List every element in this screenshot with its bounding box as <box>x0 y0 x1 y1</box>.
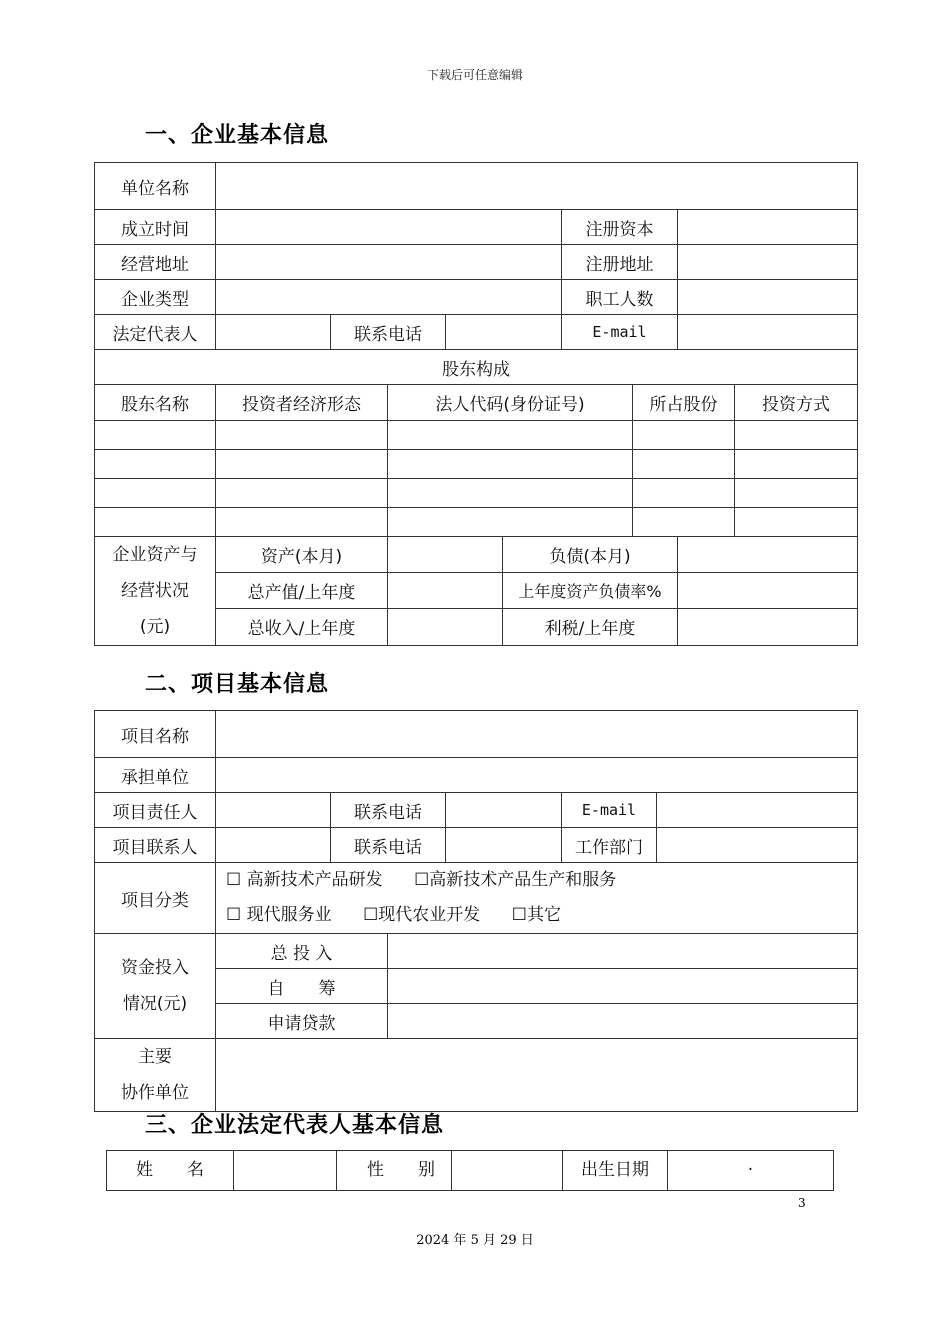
checkbox-hitech-rd[interactable]: ☐ 高新技术产品研发 <box>226 870 383 890</box>
cell[interactable] <box>735 421 858 450</box>
input-phone-2[interactable] <box>446 828 562 863</box>
label-unit-name: 单位名称 <box>95 163 216 210</box>
label-reg-addr: 注册地址 <box>562 245 678 280</box>
label-income-last: 总收入/上年度 <box>216 608 388 645</box>
cell[interactable] <box>388 450 633 479</box>
cell[interactable] <box>216 479 388 508</box>
cell[interactable] <box>216 421 388 450</box>
input-legal-rep[interactable] <box>216 315 331 350</box>
input-established[interactable] <box>216 210 562 245</box>
shareholder-heading: 股东构成 <box>95 350 858 385</box>
cell[interactable] <box>633 479 735 508</box>
input-output-last[interactable] <box>388 572 503 608</box>
cell[interactable] <box>388 479 633 508</box>
input-phone[interactable] <box>446 315 562 350</box>
col-economic-form: 投资者经济形态 <box>216 385 388 421</box>
col-shareholder-name: 股东名称 <box>95 385 216 421</box>
shareholder-row <box>95 508 858 537</box>
checkbox-modern-agriculture[interactable]: ☐现代农业开发 <box>363 905 481 925</box>
label-email-2: E-mail <box>562 793 657 828</box>
input-employees[interactable] <box>678 280 858 315</box>
input-assets-month[interactable] <box>388 537 503 573</box>
input-dept[interactable] <box>657 828 858 863</box>
cell[interactable] <box>735 450 858 479</box>
checkbox-hitech-production[interactable]: ☐高新技术产品生产和服务 <box>414 870 617 890</box>
project-info-table <box>94 710 858 1112</box>
label-employees: 职工人数 <box>562 280 678 315</box>
input-unit-name[interactable] <box>216 163 858 210</box>
input-contact[interactable] <box>216 828 331 863</box>
input-name[interactable] <box>234 1151 337 1191</box>
cell[interactable] <box>633 508 735 537</box>
shareholder-row <box>95 421 858 450</box>
label-funding-line2: 情况(元) <box>122 994 188 1014</box>
cell[interactable] <box>216 450 388 479</box>
label-partners <box>95 1039 216 1112</box>
cell[interactable] <box>633 421 735 450</box>
category-options <box>216 863 858 934</box>
input-email[interactable] <box>678 315 858 350</box>
input-reg-capital[interactable] <box>678 210 858 245</box>
input-loan[interactable] <box>388 1004 858 1039</box>
input-debt-month[interactable] <box>678 537 858 573</box>
input-tax-last[interactable] <box>678 608 858 645</box>
section2-title: 二、项目基本信息 <box>145 672 330 697</box>
input-project-name[interactable] <box>216 711 858 758</box>
label-funding-line1: 资金投入 <box>121 958 189 978</box>
cell[interactable] <box>633 450 735 479</box>
label-undertaker: 承担单位 <box>95 758 216 793</box>
input-total-invest[interactable] <box>388 934 858 969</box>
input-gender[interactable] <box>452 1151 563 1191</box>
label-contact: 项目联系人 <box>95 828 216 863</box>
label-assets-line3: (元) <box>139 617 171 637</box>
cell[interactable] <box>95 421 216 450</box>
enterprise-info-table <box>94 162 858 646</box>
shareholder-row <box>95 479 858 508</box>
label-total-invest: 总 投 入 <box>216 934 388 969</box>
shareholder-row <box>95 450 858 479</box>
footer-date: 2024 年 5 月 29 日 <box>416 1233 534 1248</box>
input-undertaker[interactable] <box>216 758 858 793</box>
label-project-name: 项目名称 <box>95 711 216 758</box>
cell[interactable] <box>735 479 858 508</box>
input-partners[interactable] <box>216 1039 858 1112</box>
label-birth: 出生日期 <box>563 1151 668 1191</box>
cell[interactable] <box>95 479 216 508</box>
label-assets-month: 资产(本月) <box>216 537 388 573</box>
cell[interactable] <box>388 508 633 537</box>
input-business-addr[interactable] <box>216 245 562 280</box>
legal-rep-table <box>106 1150 834 1191</box>
label-phone-1: 联系电话 <box>331 793 446 828</box>
label-phone: 联系电话 <box>331 315 446 350</box>
label-debt-month: 负债(本月) <box>503 537 678 573</box>
label-gender: 性 别 <box>337 1151 452 1191</box>
col-legal-code: 法人代码(身份证号) <box>388 385 633 421</box>
label-business-addr: 经营地址 <box>95 245 216 280</box>
page-number: 3 <box>798 1196 806 1210</box>
label-legal-rep: 法定代表人 <box>95 315 216 350</box>
cell[interactable] <box>95 508 216 537</box>
input-reg-addr[interactable] <box>678 245 858 280</box>
checkbox-other[interactable]: ☐其它 <box>511 905 561 925</box>
label-loan: 申请贷款 <box>216 1004 388 1039</box>
section3-title: 三、企业法定代表人基本信息 <box>145 1113 445 1138</box>
checkbox-modern-service[interactable]: ☐ 现代服务业 <box>226 905 332 925</box>
label-assets-line1: 企业资产与 <box>112 545 198 565</box>
cell[interactable] <box>388 421 633 450</box>
cell[interactable] <box>216 508 388 537</box>
label-company-type: 企业类型 <box>95 280 216 315</box>
label-reg-capital: 注册资本 <box>562 210 678 245</box>
input-income-last[interactable] <box>388 608 503 645</box>
input-debt-ratio[interactable] <box>678 572 858 608</box>
input-email-2[interactable] <box>657 793 858 828</box>
input-self-raised[interactable] <box>388 969 858 1004</box>
col-share-ratio: 所占股份 <box>633 385 735 421</box>
label-funding <box>95 934 216 1039</box>
label-assets-line2: 经营状况 <box>121 581 189 601</box>
section1-title: 一、企业基本信息 <box>145 123 330 148</box>
label-email: E-mail <box>562 315 678 350</box>
cell[interactable] <box>735 508 858 537</box>
label-tax-last: 利税/上年度 <box>503 608 678 645</box>
label-established: 成立时间 <box>95 210 216 245</box>
label-dept: 工作部门 <box>562 828 657 863</box>
cell[interactable] <box>95 450 216 479</box>
input-birth[interactable]: . <box>668 1151 834 1191</box>
label-category: 项目分类 <box>95 863 216 934</box>
label-phone-2: 联系电话 <box>331 828 446 863</box>
label-partners-line2: 协作单位 <box>121 1083 189 1103</box>
input-phone-1[interactable] <box>446 793 562 828</box>
label-debt-ratio: 上年度资产负债率% <box>503 572 678 608</box>
label-assets <box>95 537 216 646</box>
col-invest-method: 投资方式 <box>735 385 858 421</box>
label-self-raised: 自 筹 <box>216 969 388 1004</box>
label-name: 姓 名 <box>107 1151 234 1191</box>
label-responsible: 项目责任人 <box>95 793 216 828</box>
label-partners-line1: 主要 <box>138 1047 172 1067</box>
input-company-type[interactable] <box>216 280 562 315</box>
label-output-last: 总产值/上年度 <box>216 572 388 608</box>
input-responsible[interactable] <box>216 793 331 828</box>
header-note: 下载后可任意编辑 <box>426 68 523 82</box>
